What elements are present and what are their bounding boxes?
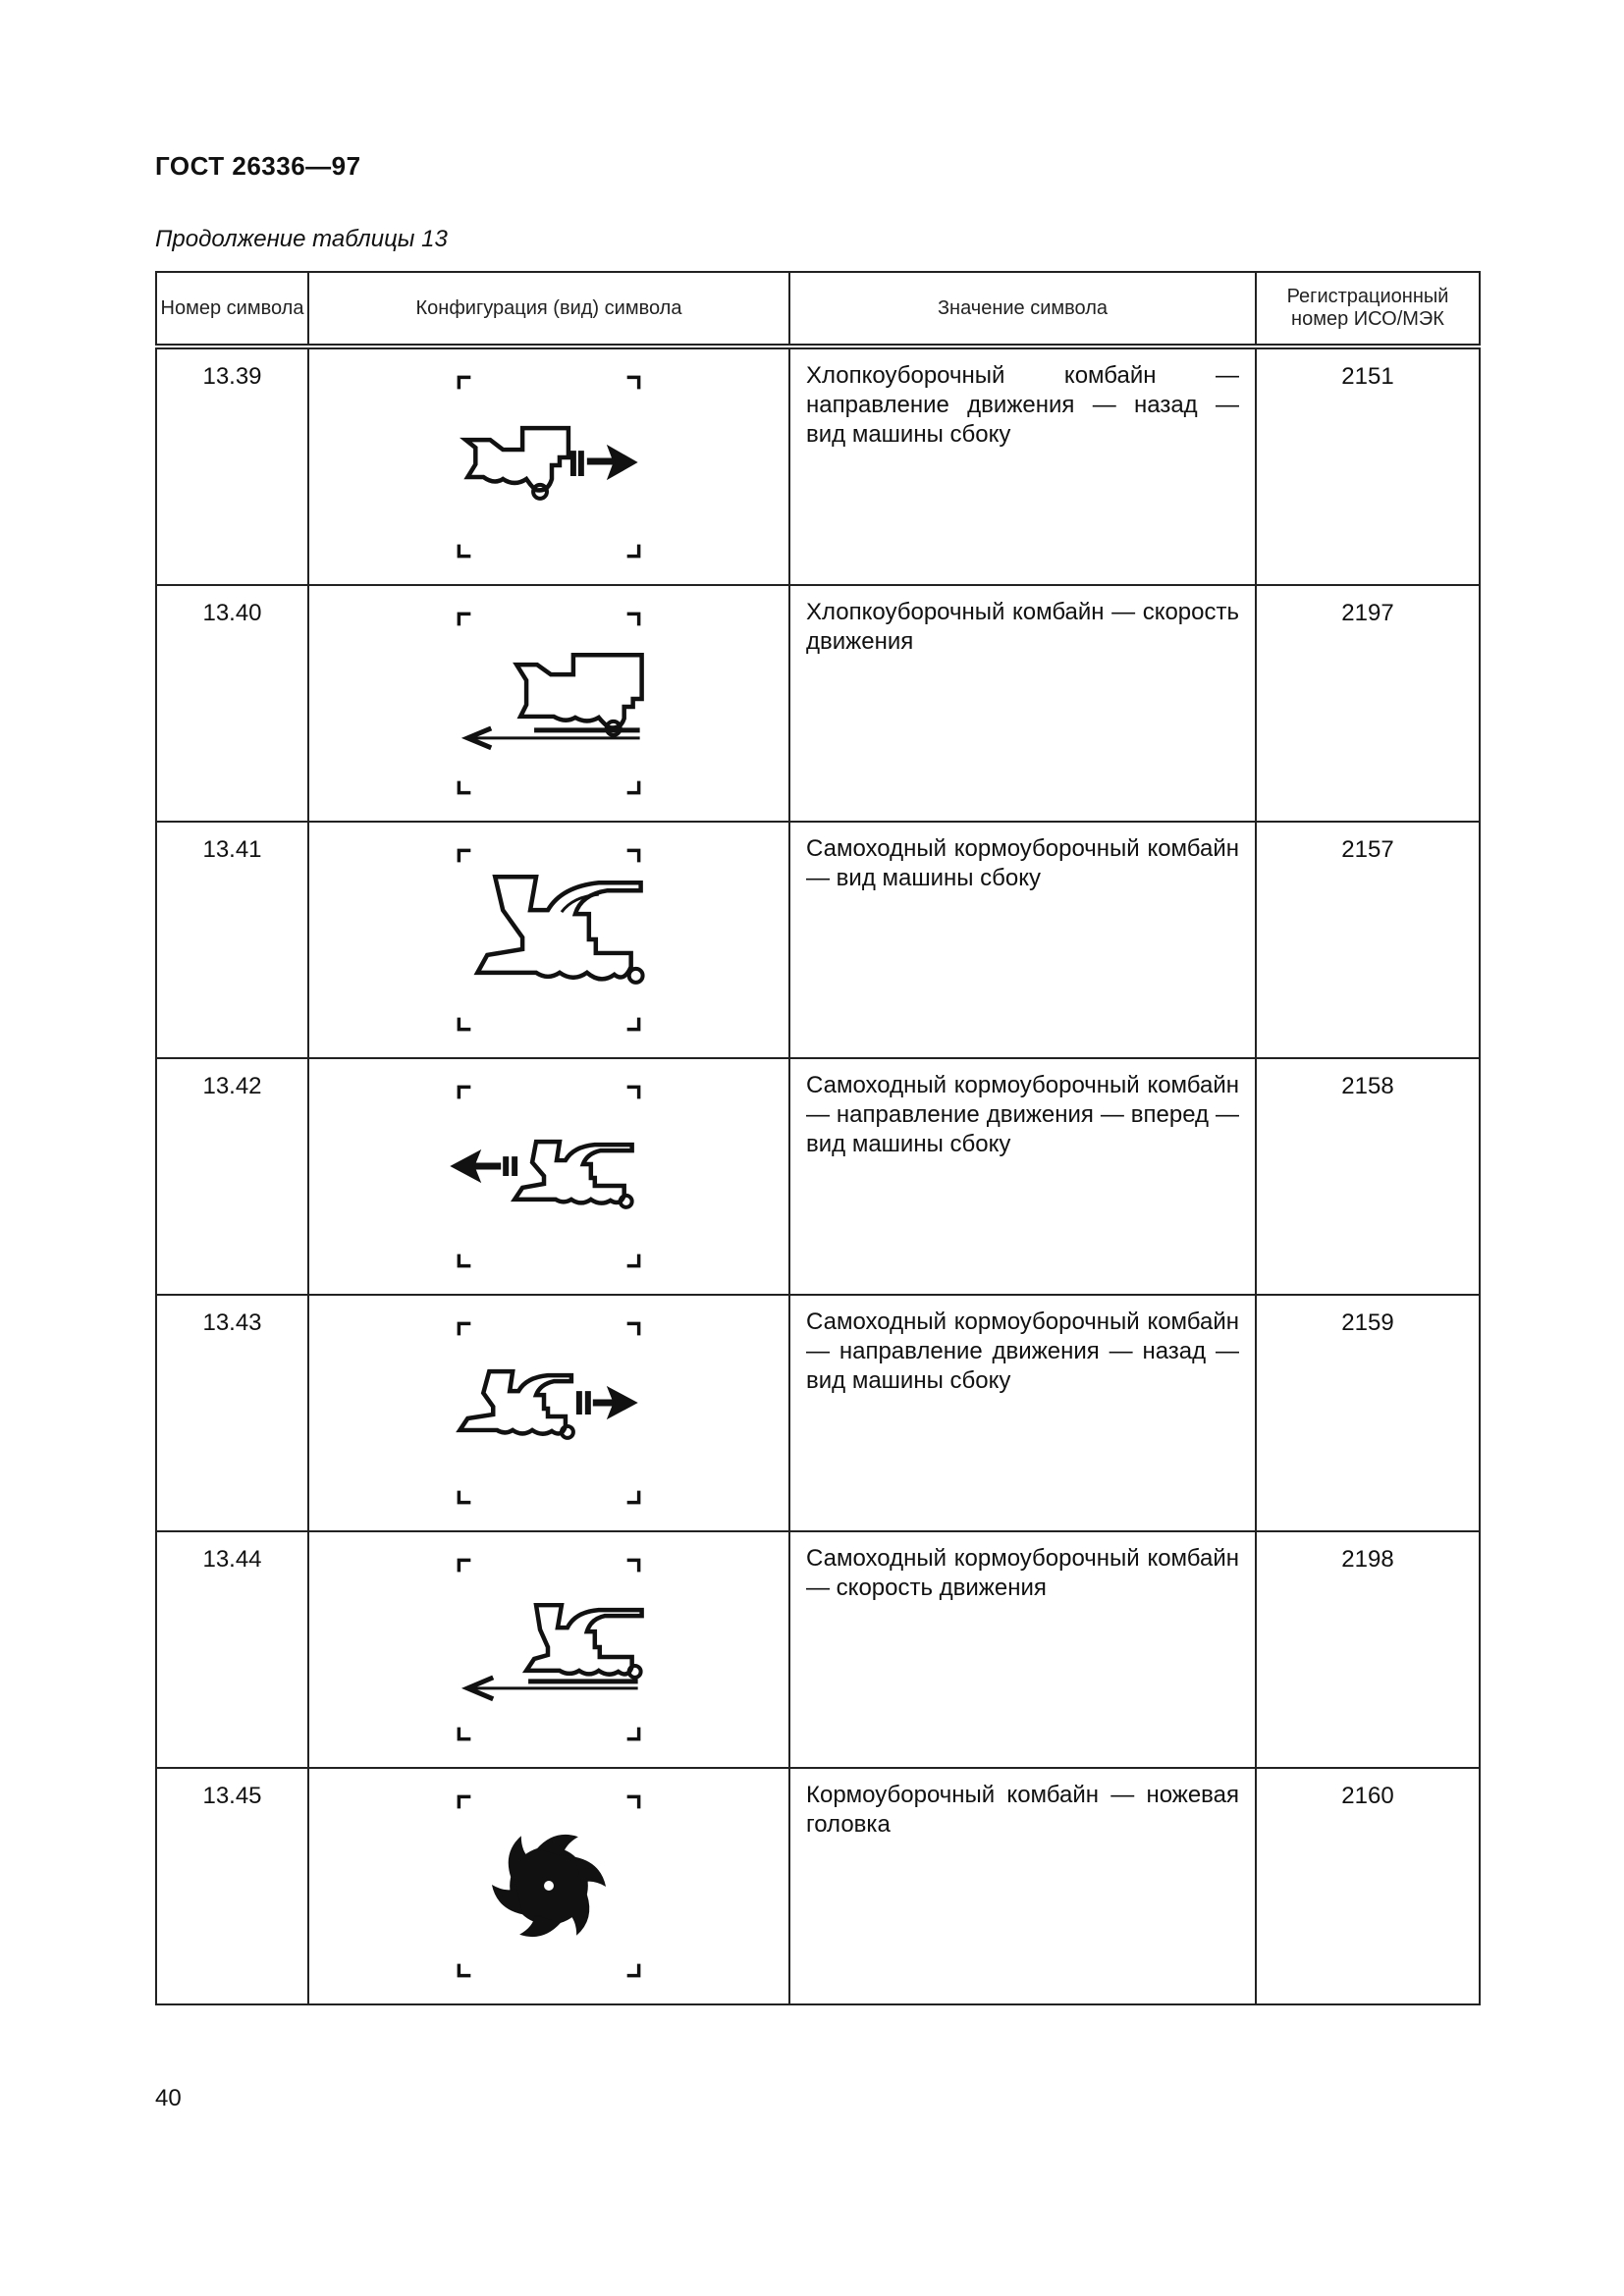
column-header-meaning: Значение символа [789,272,1256,347]
symbol-number: 13.42 [156,1058,308,1295]
table-row [156,1295,1480,1531]
symbol-meaning: Хлопкоуборочный комбайн — направление движения — назад — вид машины сбоку [789,347,1256,585]
symbol-cell [308,1058,789,1295]
forage-harvester-icon [309,823,788,1057]
forage-harvester-reverse-icon [309,1296,788,1530]
page-number: 40 [155,2085,182,2111]
registration-number: 2159 [1256,1295,1480,1531]
symbols-table [155,271,1481,2005]
symbol-cell [308,822,789,1058]
registration-number: 2197 [1256,585,1480,822]
symbol-cell [308,585,789,822]
registration-number: 2198 [1256,1531,1480,1768]
table-caption: Продолжение таблицы 13 [155,226,448,252]
symbol-meaning: Самоходный кормоуборочный комбайн — вид машины сбоку [789,822,1256,1058]
symbol-number: 13.39 [156,347,308,585]
symbol-number: 13.45 [156,1768,308,2004]
standard-title: ГОСТ 26336—97 [155,151,361,181]
forage-harvester-forward-icon [309,1059,788,1294]
symbol-number: 13.41 [156,822,308,1058]
symbol-meaning: Кормоуборочный комбайн — ножевая головка [789,1768,1256,2004]
registration-number: 2151 [1256,347,1480,585]
symbol-cell [308,1295,789,1531]
symbol-cell [308,347,789,585]
cutterhead-icon [309,1769,788,2003]
table-row [156,822,1480,1058]
symbol-number: 13.44 [156,1531,308,1768]
registration-number: 2158 [1256,1058,1480,1295]
column-header-registration: Регистрационный номер ИСО/МЭК [1256,272,1480,347]
cotton-harvester-speed-icon [309,586,788,821]
symbol-cell [308,1768,789,2004]
symbol-number: 13.43 [156,1295,308,1531]
table-row [156,347,1480,585]
symbol-meaning: Самоходный кормоуборочный комбайн — направление движения — назад — вид машины сбоку [789,1295,1256,1531]
symbol-number: 13.40 [156,585,308,822]
symbol-meaning: Хлопкоуборочный комбайн — скорость движения [789,585,1256,822]
table-row [156,1531,1480,1768]
table-row [156,1768,1480,2004]
forage-harvester-speed-icon [309,1532,788,1767]
registration-number: 2157 [1256,822,1480,1058]
symbol-meaning: Самоходный кормоуборочный комбайн — скорость движения [789,1531,1256,1768]
column-header-number: Номер символа [156,272,308,347]
registration-number: 2160 [1256,1768,1480,2004]
table-row [156,585,1480,822]
symbol-cell [308,1531,789,1768]
cotton-harvester-reverse-icon [309,349,788,584]
column-header-symbol: Конфигурация (вид) символа [308,272,789,347]
table-row [156,1058,1480,1295]
table-header-row [156,272,1480,347]
symbol-meaning: Самоходный кормоуборочный комбайн — направление движения — вперед — вид машины сбоку [789,1058,1256,1295]
